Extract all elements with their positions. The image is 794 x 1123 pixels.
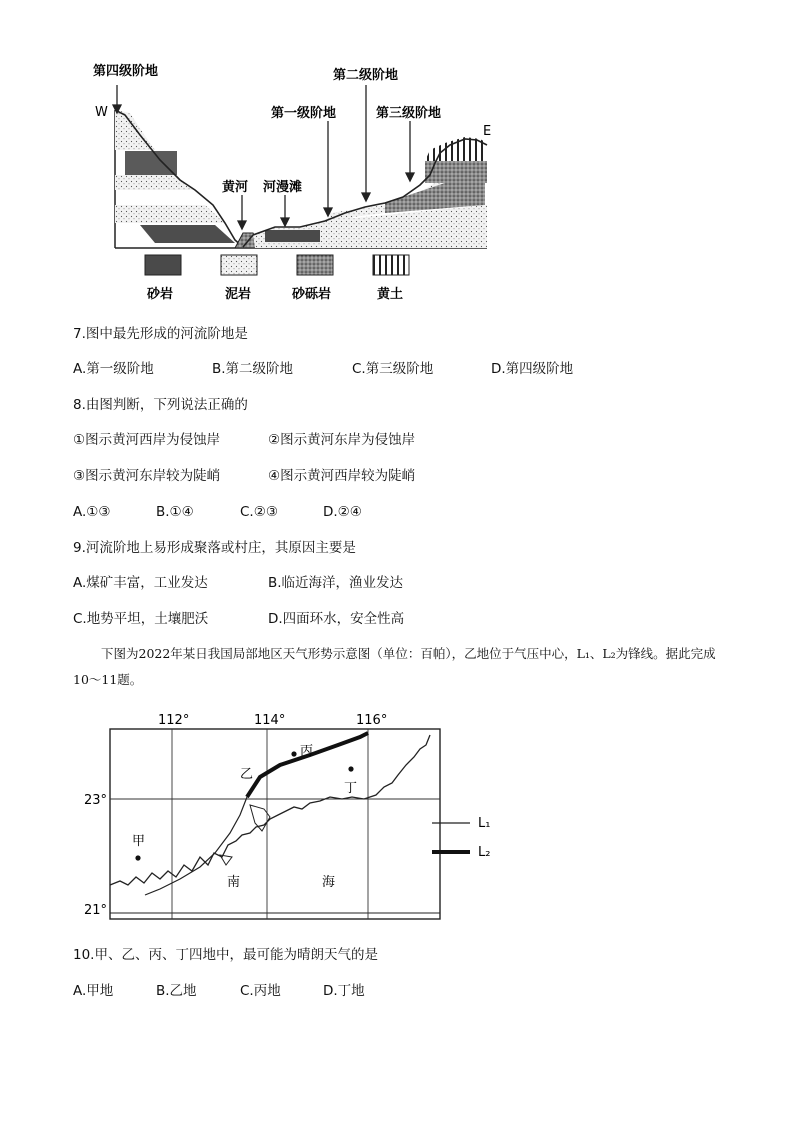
legend-loess-swatch bbox=[373, 255, 409, 275]
coastline bbox=[110, 735, 430, 885]
figure-2-intro: 下图为2022年某日我国局部地区天气形势示意图（单位：百帕），乙地位于气压中心，L₁、L₂为锋线。据此完成10～11题。 bbox=[73, 646, 716, 687]
label-terrace-1: 第一级阶地 bbox=[271, 106, 337, 121]
weather-map-figure bbox=[80, 705, 510, 925]
q8-option-c: C.②③ bbox=[240, 504, 278, 520]
question-7-stem: 7.图中最先形成的河流阶地是 bbox=[73, 326, 248, 342]
legend-mudstone-swatch bbox=[221, 255, 257, 275]
q10-option-c: C.丙地 bbox=[240, 983, 281, 999]
lon-114: 114° bbox=[254, 713, 286, 728]
q8-option-b: B.①④ bbox=[156, 504, 194, 520]
legend-conglomerate: 砂砾岩 bbox=[292, 287, 332, 302]
point-ding bbox=[348, 766, 353, 771]
label-e: E bbox=[483, 124, 492, 139]
label-sea-hai: 海 bbox=[322, 875, 336, 890]
label-terrace-4: 第四级阶地 bbox=[93, 64, 159, 79]
label-ding: 丁 bbox=[344, 781, 358, 796]
q8-statement-3: ③图示黄河东岸较为陡峭 bbox=[73, 468, 221, 484]
label-sea-nan: 南 bbox=[227, 875, 241, 890]
lon-112: 112° bbox=[158, 713, 190, 728]
q8-option-d: D.②④ bbox=[323, 504, 362, 520]
lat-23: 23° bbox=[84, 793, 108, 808]
legend-l2: L₂ bbox=[478, 845, 491, 860]
point-bing bbox=[291, 751, 296, 756]
q7-option-a: A.第一级阶地 bbox=[73, 361, 154, 377]
legend-sandstone-swatch bbox=[145, 255, 181, 275]
label-yi: 乙 bbox=[240, 767, 254, 782]
question-9-stem: 9.河流阶地上易形成聚落或村庄，其原因主要是 bbox=[73, 540, 356, 556]
label-bing: 丙 bbox=[300, 744, 314, 759]
q10-option-a: A.甲地 bbox=[73, 983, 114, 999]
q8-statement-2: ②图示黄河东岸为侵蚀岸 bbox=[268, 432, 416, 448]
label-w: W bbox=[95, 105, 108, 120]
q9-option-b: B.临近海洋，渔业发达 bbox=[268, 575, 404, 591]
terrace-cross-section-figure bbox=[85, 55, 505, 305]
q7-option-d: D.第四级阶地 bbox=[491, 361, 574, 377]
legend-l1: L₁ bbox=[478, 816, 491, 831]
q7-option-c: C.第三级阶地 bbox=[352, 361, 434, 377]
lat-21: 21° bbox=[84, 903, 108, 918]
q10-option-b: B.乙地 bbox=[156, 983, 197, 999]
point-jia bbox=[135, 855, 140, 860]
label-terrace-3: 第三级阶地 bbox=[376, 106, 442, 121]
legend-conglomerate-swatch bbox=[297, 255, 333, 275]
lon-116: 116° bbox=[356, 713, 388, 728]
legend-loess: 黄土 bbox=[377, 287, 404, 302]
label-yellow-river: 黄河 bbox=[222, 180, 249, 195]
q9-option-a: A.煤矿丰富，工业发达 bbox=[73, 575, 208, 591]
q10-option-d: D.丁地 bbox=[323, 983, 365, 999]
west-sandstone-layer bbox=[125, 151, 177, 175]
legend-mudstone: 泥岩 bbox=[225, 287, 252, 302]
q9-option-d: D.四面环水，安全性高 bbox=[268, 611, 405, 627]
label-jia: 甲 bbox=[132, 834, 146, 849]
q7-option-b: B.第二级阶地 bbox=[212, 361, 294, 377]
question-8-stem: 8.由图判断，下列说法正确的 bbox=[73, 397, 248, 413]
label-terrace-2: 第二级阶地 bbox=[333, 68, 399, 83]
q8-statement-4: ④图示黄河西岸较为陡峭 bbox=[268, 468, 416, 484]
q8-statement-1: ①图示黄河西岸为侵蚀岸 bbox=[73, 432, 221, 448]
legend-sandstone: 砂岩 bbox=[147, 287, 174, 302]
label-floodplain: 河漫滩 bbox=[263, 180, 303, 195]
question-10-stem: 10.甲、乙、丙、丁四地中，最可能为晴朗天气的是 bbox=[73, 947, 378, 963]
q8-option-a: A.①③ bbox=[73, 504, 111, 520]
q9-option-c: C.地势平坦，土壤肥沃 bbox=[73, 611, 209, 627]
